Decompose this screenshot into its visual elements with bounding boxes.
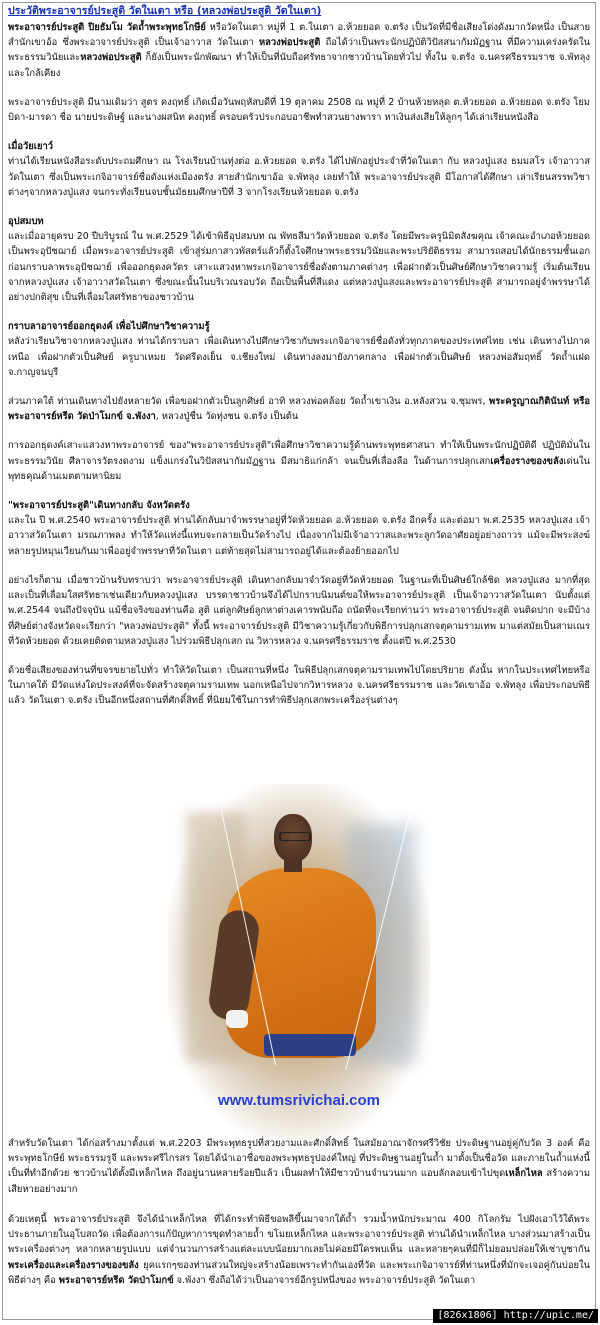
intro-text-2: ถือได้ว่าเป็นพระนักปฏิบัติวิปัสสนากัมมัฏฐาน ที่มีความเคร่งครัดในพระธรรมวินัยและ <box>8 37 590 64</box>
intro-lead: พระอาจารย์ประสูติ ปิยธัมโม วัดถ้ำพระพุทธโกษีย์ <box>8 22 206 33</box>
journey-summary-bold: เครื่องรางของขลัง <box>490 455 564 467</box>
return-heading: "พระอาจารย์ประสูติ"เดินทางกลับ จังหวัดตรัง <box>8 500 190 512</box>
journey-heading: กราบลาอาจารย์ออกธุดงค์ เพื่อไปศึกษาวิชาความรู้ <box>8 321 210 333</box>
amulet-paragraph <box>8 1212 590 1288</box>
monk-photo <box>168 784 430 1140</box>
return-paragraph-3: ด้วยชื่อเสียงของท่านที่ขจรขยายไปทั่ว ทำให้วัดในเตา เป็นสถานที่หนึ่ง ในพิธีปลุกเสกจตุคามรามเทพไปโดยปริยาย ดังนั้น หากในประเทศไทยหรือในภาคใต้ มีวัดแห่งใดประสงค์ที่จะจัดสร้างจตุคามรามเทพ นอกเหนือไปจากวิหารหลวง จ.นครศรีธรรมราช และวัดเขาอ้อ จ.พัทลุง เพื่อประกอบพิธีแล้ว วัดในเตา จ.ตรัง เป็นอีกหนึ่งสถานที่ศักดิ์สิทธิ์ ที่นิยมใช้ในการทำพิธีปลุกเสกพระเครื่องรุ่นต่างๆ <box>8 664 590 707</box>
amulet-mid: ยุคแรกๆของท่านส่วนใหญ่จะสร้างน้อยเพราะทำกันเองที่วัด และพระเกจิอาจารย์ที่ท่านหนึ่งที่มักจะเจอคู่กันบ่อยในพิธีต่างๆ คือ <box>8 1259 590 1286</box>
journey-south-post: , หลวงปู่ชื่น วัดทุ่งชน จ.ตรัง เป็นต้น <box>155 411 299 423</box>
blue-cloth <box>264 1034 356 1056</box>
journey-summary-paragraph <box>8 438 590 484</box>
intro-bold-name: หลวงพ่อประสูติ <box>258 37 321 49</box>
journey-summary-post: เด่นในพุทธคุณด้านเมตตามหานิยม <box>8 455 590 482</box>
journey-south-paragraph <box>8 394 590 424</box>
ordain-paragraph: และเมื่ออายุครบ 20 ปีบริบูรณ์ ใน พ.ศ.2529 ได้เข้าพิธีอุปสมบท ณ พัทธสีมาวัดห้วยยอด จ.ตรัง โดยมีพระครูนิมิตสังฆคุณ เจ้าคณะอำเภอห้วยยอด เป็นพระอุปัชฌาย์ เมื่อพระอาจารย์ประสูติ เข้าสู่ร่มกาสาวพัสตร์แล้วก็ตั้งใจศึกษาพระธรรมวินัยและพระปริยัติธรรม สามารถสอบได้นักธรรมชั้นเอก ก่อนกราบลาพระอุปัชฌาย์ เพื่อออกธุดงควัตร เสาะแสวงหาพระเกจิอาจารย์ชื่อดังตามภาคต่างๆ เพื่อฝากตัวเป็นศิษย์ศึกษาวิชาความรู้ เริ่มต้นเรียนจากหลวงปู่แสง เจ้าอาวาสวัดในเตา ซึ่งขณะนั้นในบริเวณรอบวัด ถือเป็นพื้นที่สีแดง แต่หลวงปู่แสงและพระอาจารย์ประสูติ สามารถอยู่จำพรรษาได้อย่างปกติสุข เป็นที่เลื่อมใสศรัทธาของชาวบ้าน <box>8 231 590 304</box>
amulet-post: จ.พังงา ซึ่งถือได้ว่าเป็นอาจารย์อีกรูปหนึ่งของ พระอาจารย์ประสูติ วัดในเตา <box>173 1274 476 1286</box>
intro-paragraph <box>8 20 590 81</box>
temple-history-text: สำหรับวัดในเตา ได้ก่อสร้างมาตั้งแต่ พ.ศ.2203 มีพระพุทธรูปที่สวยงามและศักดิ์สิทธิ์ ในสมัยอาณาจักรศรีวิชัย ประดิษฐานอยู่คู่กับวัด 3 องค์ คือ พระพุทธโกษีย์ พระธรรมรูจี และพระศรีไกรสร โดยได้นำเอาชื่อของพระพุทธรูปองค์ใหญ่ ที่ประดิษฐานอยู่ในถ้ำ มาตั้งเป็นชื่อวัด และภายในถ้ำแห่งนี้ เป็นที่ทำอีกด้วย ชาวบ้านได้ตั้งมีเหล็กไหล ถึงอยู่นานหลายร้อยปีแล้ว เป็นผลทำให้มีชาวบ้านจำนวนมาก แอบลักลอบเข้าไปขุด <box>8 1138 590 1180</box>
return-paragraph-2: อย่างไรก็ตาม เมื่อชาวบ้านรับทราบว่า พระอาจารย์ประสูติ เดินทางกลับมาจำวัดอยู่ที่วัดห้วยยอด ในฐานะที่เป็นศิษย์ใกล้ชิด หลวงปู่แสง มากที่สุด และเป็นที่เลื่อมใสศรัทธาเช่นเดียวกับหลวงปู่แสง บรรดาชาวบ้านจึงได้ไปกราบนิมนต์ขอให้พระอาจารย์ประสูติ เป็นเจ้าอาวาสวัดในเตา นับตั้งแต่ พ.ศ.2544 จนถึงปัจจุบัน แม้ชื่อจริงของท่านคือ สูติ แต่ลูกศิษย์ลูกหาต่างเคารพนับถือ ถนัดที่จะเรียกท่านว่า พระอาจารย์ประสูติ จนติดปาก จะมีบ้างที่ศิษย์ต่างจังหวัดจะเรียกว่า "หลวงพ่อประสูติ" ทั้งนี้ พระอาจารย์ประสูติ มีวิชาความรู้เกี่ยวกับพิธีการปลุกเสกจตุคามรามเทพ มาแต่สมัยเป็นสามเณร ที่วัดห้วยยอด ด้วยเคยติดตามหลวงปู่แสง ไปร่วมพิธีปลุกเสก ณ วิหารหลวง จ.นครศรีธรรมราช ตั้งแต่ปี พ.ศ.2530 <box>8 574 590 647</box>
amulet-bold: พระเครื่องและเครื่องรางของขลัง <box>8 1259 139 1271</box>
amulet-bold-2: พระอาจารย์หรีด วัดป่าโมกข์ <box>58 1274 174 1286</box>
return-paragraph: และใน ปี พ.ศ.2540 พระอาจารย์ประสูติ ท่านได้กลับมาจำพรรษาอยู่ที่วัดห้วยยอด อ.ห้วยยอด จ.ตรัง อีกครั้ง และต่อมา พ.ศ.2535 หลวงปู่แสง เจ้าอาวาสวัดในเตา มรณภาพลง ทำให้วัดแห่งนี้แทบจะกลายเป็นวัดร้างไป เนื่องจากไม่มีเจ้าอาวาสและพระลูกวัดอาศัยอยู่อย่างถาวร แม้จะมีพระสงฆ์หลายรูปหมุนเวียนกันมาเพื่ออยู่จำพรรษาที่วัดในเตา แต่ท้ายสุดไม่สามารถอยู่ได้และต้องย้ายออกไป <box>8 515 590 557</box>
glasses-icon <box>279 832 311 841</box>
youth-heading: เมื่อวัยเยาว์ <box>8 141 53 153</box>
article-body <box>8 4 590 723</box>
journey-summary-text: การออกธุดงค์เสาะแสวงหาพระอาจารย์ ของ"พระอาจารย์ประสูติ"เพื่อศึกษาวิชาความรู้ด้านพระพุทธศาสนา ทำให้เป็นพระนักปฏิบัติดี ปฏิบัติมั่นในพระธรรมวินัย ศีลาจารวัตรงดงาม แข็งแกร่งในวิปัสสนากัมมัฏฐาน มีสมาธิแก่กล้า จนเป็นที่เลื่องลือ ในด้านการปลุกเสก <box>8 440 590 467</box>
journey-south-text: ส่วนภาคใต้ ท่านเดินทางไปยังหลายวัด เพื่อขอฝากตัวเป็นลูกศิษย์ อาทิ หลวงพ่อคล้อย วัดถ้ำเขาเงิน อ.หลังสวน จ.ชุมพร, <box>8 396 490 408</box>
photo-watermark: www.tumsrivichai.com <box>218 1092 380 1109</box>
journey-south-bold: พระครูญาณกิตินันท์ หรือพระอาจารย์หรีด วัดป่าโมกข์ จ.พังงา <box>8 396 590 423</box>
intro-text: หรือวัดในเตา หมู่ที่ 1 ต.ในเตา อ.ห้วยยอด จ.ตรัง เป็นวัดที่มีชื่อเสียงโด่งดังมากวัดหนึ่ง เป็นสายสำนักเขาอ้อ ซึ่งพระอาจารย์ประสูติ เป็นเจ้าอาวาส วัดในเตา <box>8 22 590 49</box>
temple-history-paragraph <box>8 1136 590 1197</box>
intro-bold-name-2: หลวงพ่อประสูติ <box>80 52 142 64</box>
birth-paragraph: พระอาจารย์ประสูติ มีนามเดิมว่า สูตร คงฤทธิ์ เกิดเมื่อวันพฤหัสบดีที่ 19 ตุลาคม 2508 ณ หมู่ที่ 2 บ้านห้วยหลุด ต.ห้วยยอด อ.ห้วยยอด จ.ตรัง โยมบิดา-มารดา ชื่อ นายประดิษฐ์ และนางผสนิท คงฤทธิ์ ครอบครัวประกอบอาชีพทำสวนยางพารา หาเงินส่งเสียให้ลูกๆ ได้เล่าเรียนหนังสือ <box>8 96 590 124</box>
journey-paragraph: หลังว่าเรียนวิชาจากหลวงปู่แสง ท่านได้กราบลา เพื่อเดินทางไปศึกษาวิชากับพระเกจิอาจารย์ชื่อดังทั่วทุกภาคของประเทศไทย เช่น เดินทางไปภาคเหนือ เพื่อฝากตัวเป็นศิษย์ ครูบาเหมย วัดศรีดงเย็น จ.เชียงใหม่ เดินทางลงมายังภาคกลาง เพื่อฝากตัวเป็นศิษย์ หลวงพ่อสัมฤทธิ์ วัดถ้ำแฝด จ.กาญจนบุรี <box>8 336 590 378</box>
temple-history-bold: เหล็กไหล <box>505 1168 543 1180</box>
youth-paragraph: ท่านได้เรียนหนังสือระดับประถมศึกษา ณ โรงเรียนบ้านทุ่งต่อ อ.ห้วยยอด จ.ตรัง ได้ไปพักอยู่ประจำที่วัดในเตา กับ หลวงปู่แสง ธมมสโร เจ้าอาวาสวัดในเตา ซึ่งเป็นพระเกจิอาจารย์ชื่อดังแห่งเมืองตรัง สายสำนักเขาอ้อ จ.พัทลุง เลยทำให้ พระอาจารย์ประสูติ มีโอกาสได้ศึกษา เล่าเรียนสรรพวิชาต่างๆจากหลวงปู่แสง จนกระทั่งเรียนจบชั้นมัธยมศึกษาปีที่ 3 จากโรงเรียนห้วยยอด จ.ตรัง <box>8 156 590 198</box>
article-title-link[interactable]: ประวัติพระอาจารย์ประสูติ วัดในเตา หรือ (หลวงพ่อประสูติ วัดในเตา) <box>8 5 322 17</box>
intro-text-3: ก็ยังเป็นพระนักพัฒนา ทำให้เป็นที่นับถือศรัทธาจากชาวบ้านโดยทั่วไป ทั้งใน จ.ตรัง จ.นครศรีธรรมราช จ.พัทลุง และใกล้เคียง <box>8 52 590 79</box>
amulet-text: ด้วยเหตุนี้ พระอาจารย์ประสูติ จึงได้นำเหล็กไหล ที่ได้กระทำพิธีขอพลีขึ้นมาจากใต้ถ้ำ รวมน้ำหนักประมาณ 400 กิโลกรัม ไปฝังเอาไว้ใต้พระประธานภายในอุโบสถวัด เพื่อต้องการแก้ปัญหาการขุดทำลายถ้ำ ขโมยเหล็กไหล และพระอาจารย์ประสูติ ท่านได้นำเหล็กไหล บางส่วนมาสร้างเป็นพระเครื่องต่างๆ หลากหลายรูปแบบ แต่จำนวนการสร้างแต่ละแบบน้อยมากเลยไม่ค่อยมีใครพบเห็น และหลายๆคนที่มีก็ไม่ยอมปล่อยให้เช่าบูชากัน <box>8 1214 590 1256</box>
temple-history-post: สร้างความเสียหายอย่างมาก <box>8 1168 590 1195</box>
image-size-badge: [826x1806] http://upic.me/ <box>433 1309 598 1323</box>
ordain-heading: อุปสมบท <box>8 216 44 228</box>
monk-hand <box>226 1010 248 1028</box>
